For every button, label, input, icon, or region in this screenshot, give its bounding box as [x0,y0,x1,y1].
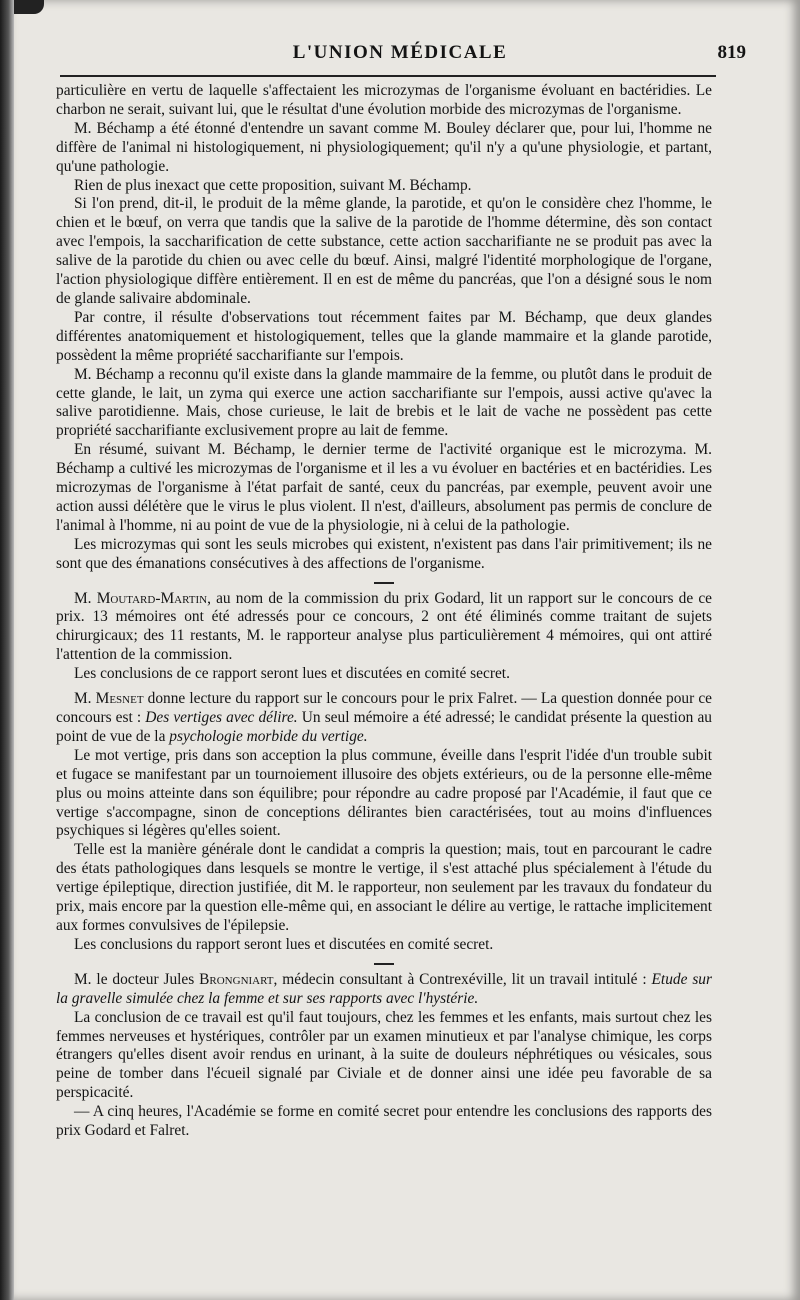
paragraph-text: Un seul mémoire a été adressé; le candidat présente la question au point de vue de la [56,709,712,745]
paragraph [56,971,712,1009]
italic-title: Etude sur la gravelle simulée chez la femme et sur ses rapports avec l'hystérie. [56,970,712,1007]
speaker-name: M. Moutard-Martin, [74,589,211,607]
paragraph: Les microzymas qui sont les seuls microbes qui existent, n'existent pas dans l'air primitivement; ils ne sont que des émanations consécutives à des affections de l'organisme. [56,535,712,572]
paragraph: — A cinq heures, l'Académie se forme en comité secret pour entendre les conclusions des rapports des prix Godard et Falret. [56,1103,712,1140]
paragraph-text: donne lecture du rapport sur le concours pour le prix Falret. — La question donnée pour ce concours est : [56,690,712,726]
paragraph-text: M. [74,690,96,708]
journal-title: L'UNION MÉDICALE [292,42,508,63]
section-separator [374,963,394,965]
italic-phrase: psychologie morbide du vertige. [169,727,368,745]
running-head [60,36,746,66]
paragraph [56,590,712,666]
paragraph: Les conclusions de ce rapport seront lues et discutées en comité secret. [74,665,510,683]
paragraph: M. Béchamp a été étonné d'entendre un savant comme M. Bouley déclarer que, pour lui, l'homme ne diffère de l'animal ni histologiquement, ni physiologiquement; qu'il n'y a qu'une physiologie, et partant, qu'une pathologie. [56,119,712,175]
paragraph: En résumé, suivant M. Béchamp, le dernier terme de l'activité organique est le microzyma. M. Béchamp a cultivé les microzymas de l'organisme et il les a vu évoluer en bactéries et en bactéridies. Les microzymas de l'organisme à l'état parfait de santé, ceux du pancréas, par exemple, peuvent avoir une action aussi délétère que le virus le plus violent. Il n'est, d'ailleurs, absolument pas permis de conclure de l'animal à l'homme, ni au point de vue de la physiologie, ni à celui de la pathologie. [56,441,712,534]
paragraph: Par contre, il résulte d'observations tout récemment faites par M. Béchamp, que deux glandes différentes anatomiquement et histologiquement, telles que la glande mammaire et la glande parotide, possèdent la même propriété saccharifiante sur l'empois. [56,308,712,364]
section-separator [374,582,394,584]
paragraph-text: M. le docteur Jules [74,970,200,988]
paragraph: Telle est la manière générale dont le candidat a compris la question; mais, tout en parcourant le cadre des états pathologiques dans lesquels se montre le vertige, il s'est attaché plus spécialement à l'étude du vertige épileptique, direction justifiée, dit M. le rapporteur, non seulement par les travaux du fondateur du prix, mais encore par la question elle-même qui, en associant le délire au vertige, le rattache implicitement aux formes convulsives de l'épilepsie. [56,841,712,934]
paragraph: La conclusion de ce travail est qu'il faut toujours, chez les femmes et les enfants, mais surtout chez les femmes nerveuses et hystériques, contrôler par un examen minutieux et par l'analyse chimique, les corps étrangers qu'elles disent avoir rendus en urinant, à la suite de douleurs néphrétiques ou vésicales, sous peine de tomber dans l'écueil signalé par Civiale et de donner ainsi une idée peu favorable de sa perspicacité. [56,1008,712,1102]
scan-corner [14,0,44,14]
page-number: 819 [717,42,746,63]
paragraph [56,690,712,747]
italic-title: Des vertiges avec délire. [145,709,298,726]
paragraph: Les conclusions du rapport seront lues et discutées en comité secret. [74,935,494,953]
paragraph: Si l'on prend, dit-il, le produit de la même glande, la parotide, et qu'on le considère chez l'homme, le chien et le bœuf, on verra que tandis que la salive de la parotide de l'homme détermine, dès son contact avec l'empois, la saccharification de cette substance, cette action saccharifiante ne se produit pas avec la salive de la parotide du chien ou avec celle du bœuf. Ainsi, malgré l'identité morphologique de l'organe, l'action physiologique diffère entièrement. Il en est de même du pancréas, que l'on a désigné sous le nom de glande salivaire abdominale. [56,195,712,307]
article-body [56,82,712,1141]
paragraph: Le mot vertige, pris dans son acception la plus commune, éveille dans l'esprit l'idée d'un trouble subit et fugace se manifestant par un tournoiement illusoire des objets extérieurs, ou de la personne elle-même plus ou moins atteinte dans son équilibre; pour répondre au cadre proposé par l'Académie, il faut que ce vertige s'accompagne, sinon de conceptions délirantes bien caractérisées, tout au moins d'influences psychiques si légères qu'elles soient. [56,746,712,840]
paragraph: particulière en vertu de laquelle s'affectaient les microzymas de l'organisme évoluant en bactéridies. Le charbon ne serait, suivant lui, que le résultat d'une évolution morbide des microzymas de l'organisme. [56,82,712,118]
speaker-name: Mesnet [95,690,144,708]
speaker-name: Brongniart, [199,970,278,988]
paragraph: Rien de plus inexact que cette proposition, suivant M. Béchamp. [74,176,472,194]
paragraph: M. Béchamp a reconnu qu'il existe dans la glande mammaire de la femme, ou plutôt dans le produit de cette glande, le lait, un zyma qui exerce une action saccharifiante sur l'empois, aussi active qu'avec la salive parotidienne. Mais, chose curieuse, le lait de brebis et le lait de vache ne possèdent pas cette propriété saccharifiante exclusivement propre au lait de femme. [56,365,712,440]
paragraph-text: médecin consultant à Contrexéville, lit un travail intitulé : [277,970,652,988]
paragraph-text: au nom de la commission du prix Godard, lit un rapport sur le concours de ce prix. 13 mémoires ont été adressés pour ce concours, 2 ont été éliminés comme traitant de sujets chirurgicaux; des 11 restants, M. le rapporteur analyse plus particulièrement 4 mémoires, qui ont attiré l'attention de la commission. [56,589,712,664]
scan-edge [0,0,14,1300]
header-rule [60,75,716,77]
